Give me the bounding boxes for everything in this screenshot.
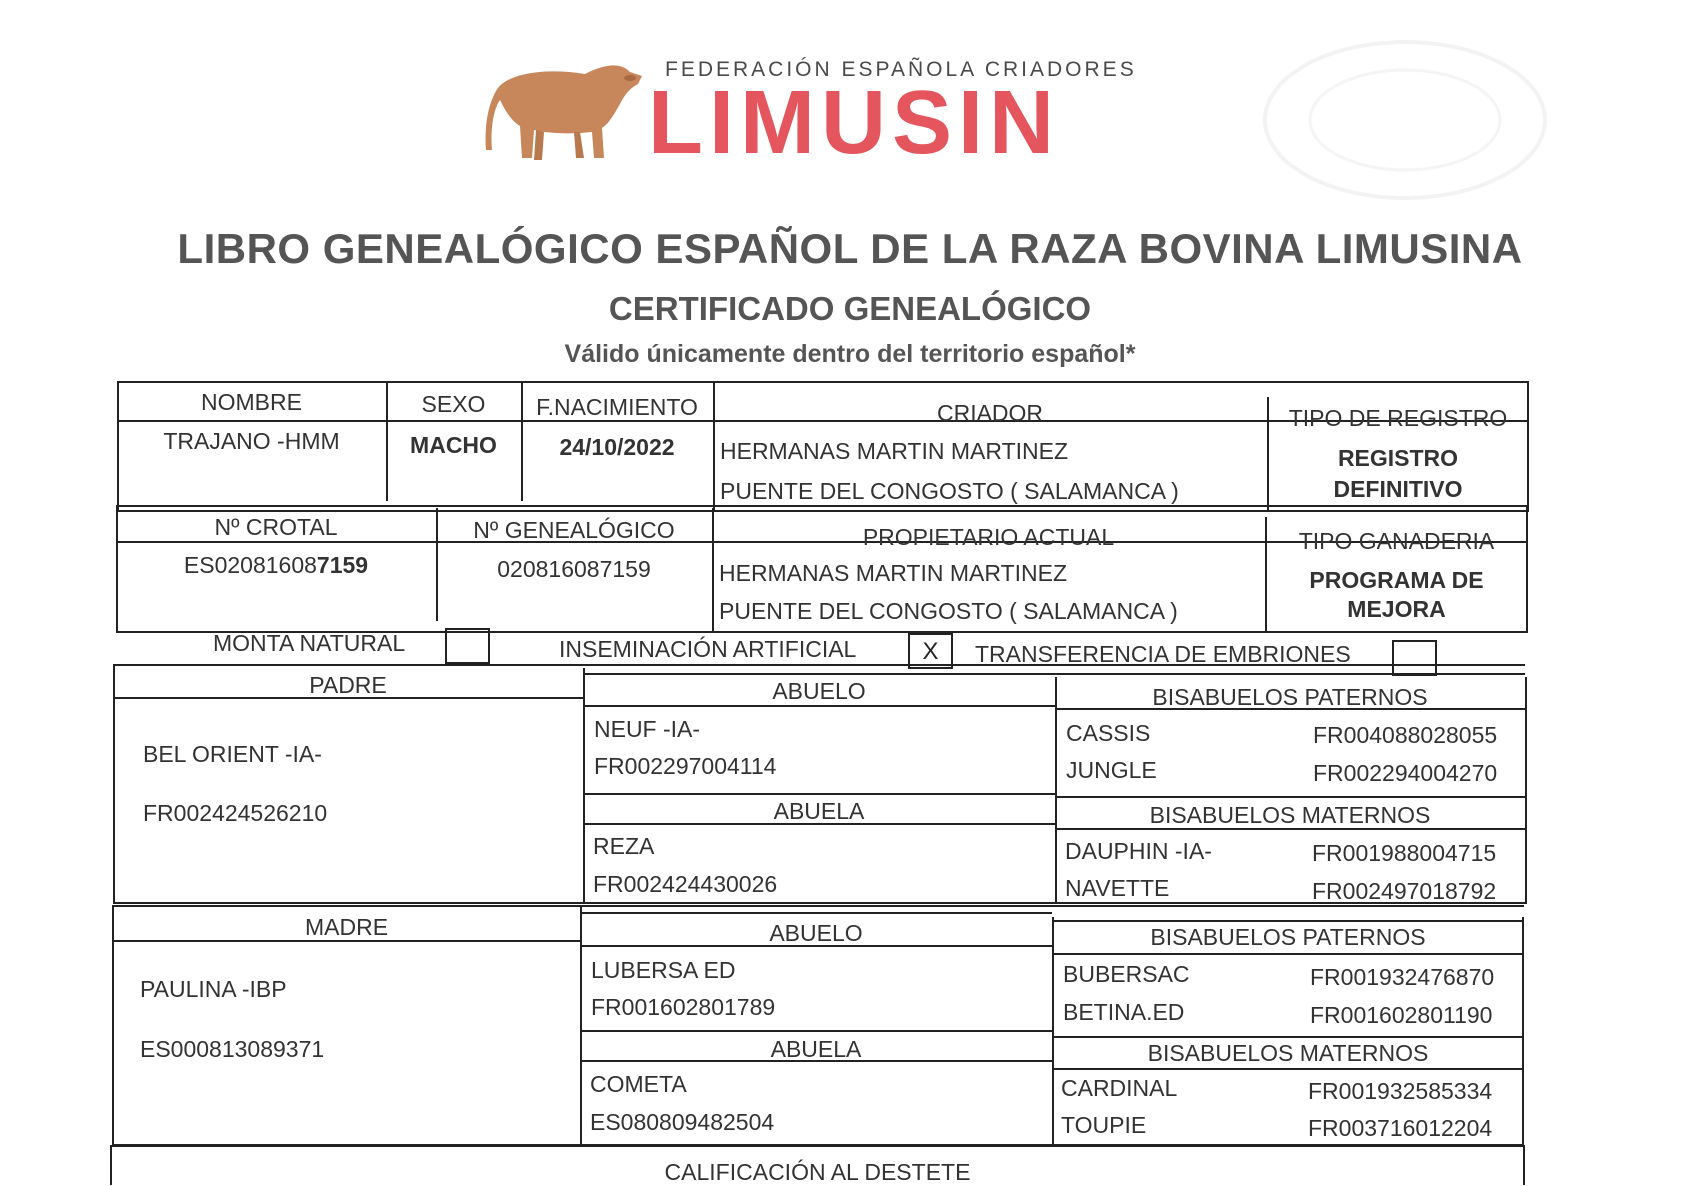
validity-note: Válido únicamente dentro del territorio español* [564,340,1136,368]
sexo-value: MACHO [410,432,497,458]
tipo-registro-header: TIPO DE REGISTRO [1288,405,1508,431]
padre-header: PADRE [309,672,387,698]
propietario-name: HERMANAS MARTIN MARTINEZ [719,560,1068,586]
madre-bis-pat-2-name: BETINA.ED [1063,999,1185,1025]
padre-bis-pat-1-name: CASSIS [1066,720,1151,746]
propietario-place: PUENTE DEL CONGOSTO ( SALAMANCA ) [719,598,1178,624]
madre-bis-mat-2-id: FR003716012204 [1308,1115,1493,1141]
bull-logo-icon [480,58,660,168]
madre-abuela-id: ES080809482504 [590,1109,775,1135]
madre-bis-pat-1-name: BUBERSAC [1063,961,1190,987]
crotal-suffix: 7159 [316,552,369,578]
tipo-ganaderia-header: TIPO GANADERIA [1298,528,1495,554]
padre-bis-pat-1-id: FR004088028055 [1313,722,1498,748]
madre-bis-mat-1-name: CARDINAL [1061,1075,1178,1101]
inseminacion-label: INSEMINACIÓN ARTIFICIAL [559,636,857,662]
madre-bis-pat-1-id: FR001932476870 [1310,964,1495,990]
criador-header: CRIADOR [936,400,1044,426]
sexo-header: SEXO [421,391,486,417]
propietario-header: PROPIETARIO ACTUAL [862,524,1115,550]
madre-id: ES000813089371 [140,1036,325,1062]
padre-bis-mat-2-name: NAVETTE [1065,875,1170,901]
madre-abuelo-id: FR001602801789 [591,994,776,1020]
fnac-header: F.NACIMIENTO [536,394,698,420]
inseminacion-checkbox[interactable]: X [908,633,953,669]
padre-abuela-id: FR002424430026 [593,871,778,897]
document-title: LIBRO GENEALÓGICO ESPAÑOL DE LA RAZA BOVINA LIMUSINA [177,225,1523,272]
padre-abuelo-name: NEUF -IA- [594,716,701,742]
tipo-registro-value-2: DEFINITIVO [1333,476,1463,502]
madre-bis-pat-2-id: FR001602801190 [1310,1002,1493,1028]
monta-natural-checkbox[interactable] [445,628,490,664]
calificacion-header: CALIFICACIÓN AL DESTETE [664,1159,971,1185]
padre-abuelo-id: FR002297004114 [594,753,777,779]
genealogico-value: 020816087159 [497,556,651,582]
tipo-registro-value-1: REGISTRO [1337,445,1459,471]
crotal-header: Nº CROTAL [214,514,338,540]
transferencia-label: TRANSFERENCIA DE EMBRIONES [975,641,1351,667]
madre-abuelo-name: LUBERSA ED [591,957,736,983]
madre-bis-mat-2-name: TOUPIE [1061,1112,1147,1138]
padre-bis-mat-2-id: FR002497018792 [1312,878,1497,904]
madre-name: PAULINA -IBP [140,976,287,1002]
fnac-value: 24/10/2022 [559,434,675,460]
crotal-prefix: ES02081608 [183,552,317,578]
padre-bisabuelos-paternos-header: BISABUELOS PATERNOS [1152,684,1428,710]
madre-bisabuelos-paternos-header: BISABUELOS PATERNOS [1150,924,1426,950]
padre-abuela-header: ABUELA [773,798,865,824]
criador-name: HERMANAS MARTIN MARTINEZ [720,438,1069,464]
madre-header: MADRE [304,914,389,940]
padre-id: FR002424526210 [143,800,328,826]
madre-abuela-name: COMETA [590,1071,687,1097]
genealogico-header: Nº GENEALÓGICO [473,517,675,543]
madre-bisabuelos-maternos-header: BISABUELOS MATERNOS [1147,1040,1429,1066]
nombre-header: NOMBRE [201,389,302,415]
brand-name: LIMUSIN [648,73,1060,173]
padre-bis-mat-1-name: DAUPHIN -IA- [1065,838,1212,864]
tipo-ganaderia-value-2: MEJORA [1347,596,1446,622]
padre-abuelo-header: ABUELO [772,678,866,704]
padre-bis-pat-2-name: JUNGLE [1066,757,1157,783]
nombre-value: TRAJANO -HMM [163,428,340,454]
padre-bisabuelos-maternos-header: BISABUELOS MATERNOS [1149,802,1431,828]
monta-natural-label: MONTA NATURAL [213,630,406,656]
padre-bis-pat-2-id: FR002294004270 [1313,760,1498,786]
crotal-value [116,552,436,579]
document-subtitle: CERTIFICADO GENEALÓGICO [608,290,1092,327]
seal-stamp-icon [1255,35,1555,205]
tipo-ganaderia-value-1: PROGRAMA DE [1309,567,1484,593]
padre-name: BEL ORIENT -IA- [143,741,322,767]
madre-abuelo-header: ABUELO [769,920,863,946]
padre-abuela-name: REZA [593,833,655,859]
madre-bis-mat-1-id: FR001932585334 [1308,1078,1493,1104]
padre-bis-mat-1-id: FR001988004715 [1312,840,1497,866]
criador-place: PUENTE DEL CONGOSTO ( SALAMANCA ) [720,478,1179,504]
madre-abuela-header: ABUELA [770,1036,862,1062]
federation-name: FEDERACIÓN ESPAÑOLA CRIADORES [665,58,1137,81]
